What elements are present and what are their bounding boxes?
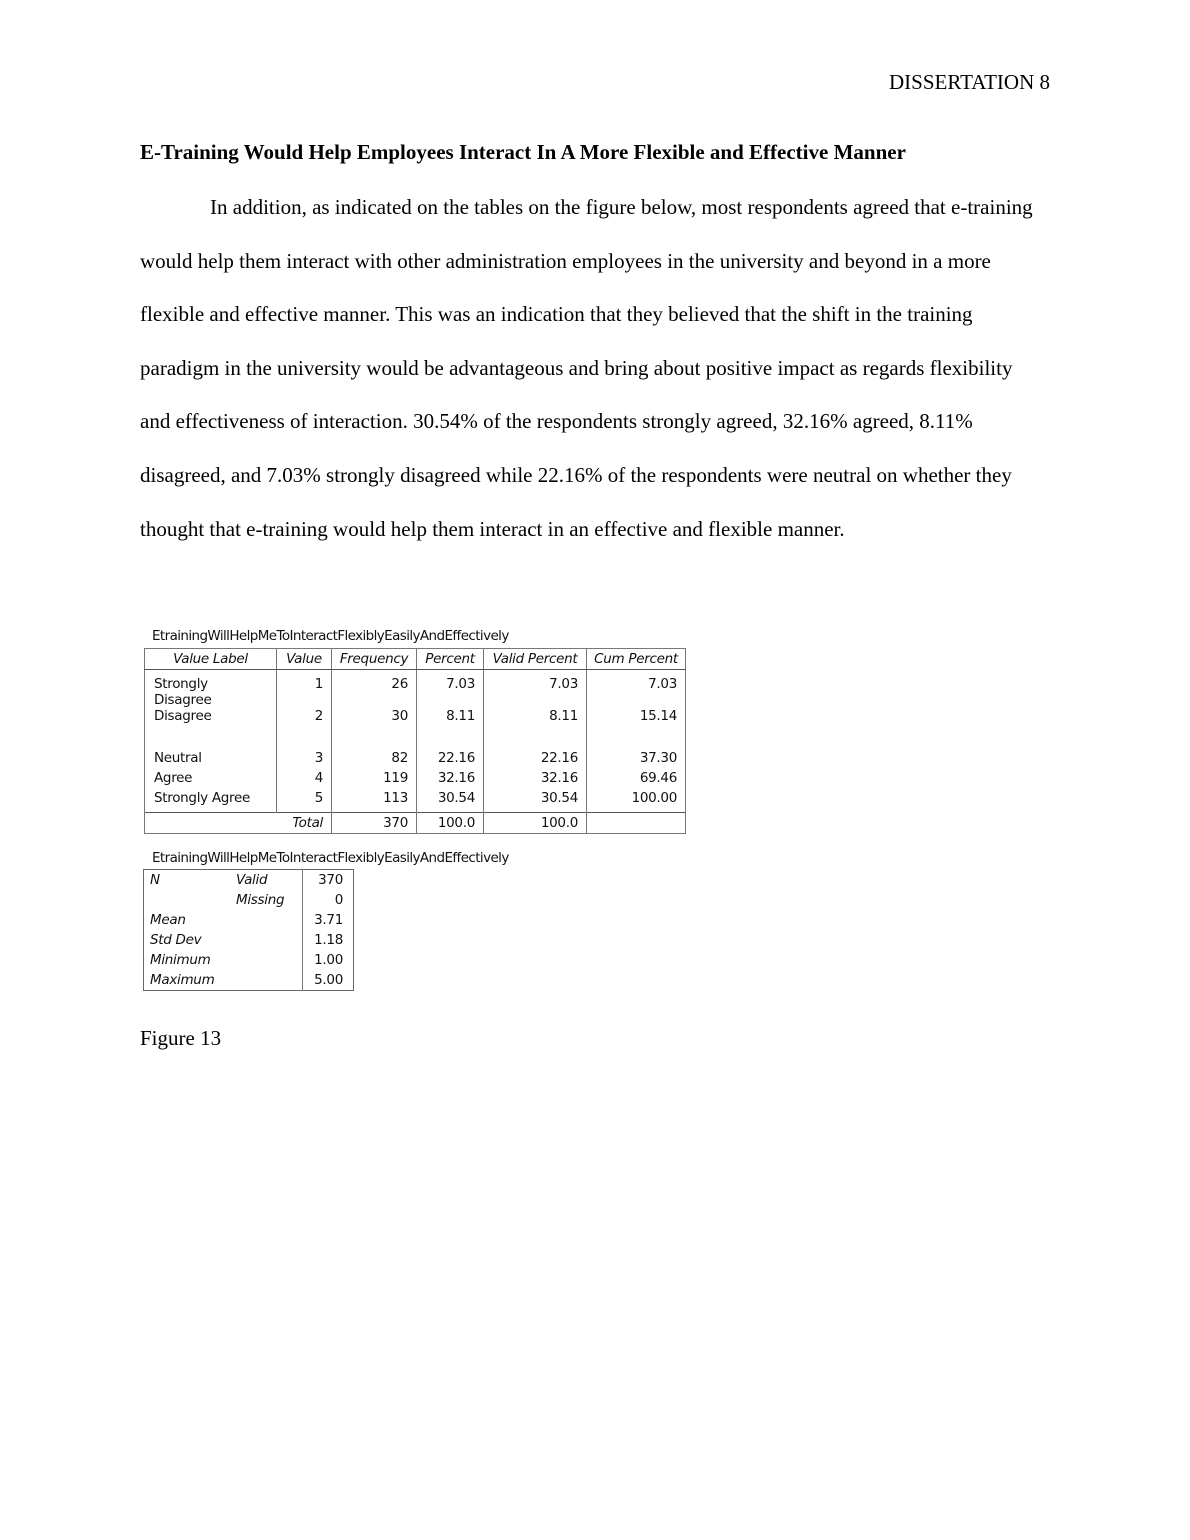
cell-value: 2 [277, 708, 332, 748]
stats-valid-label: Valid [236, 872, 268, 888]
stats-value: 1.18 [303, 930, 354, 950]
cell-frequency: 30 [332, 708, 417, 748]
cell-value-label: Strongly Disagree [145, 670, 277, 709]
cell-cum-percent: 69.46 [587, 768, 686, 788]
cell-valid-percent: 32.16 [484, 768, 587, 788]
cell-percent: 22.16 [417, 748, 484, 768]
table-row [145, 708, 686, 748]
cell-percent: 32.16 [417, 768, 484, 788]
total-percent: 100.0 [417, 813, 484, 834]
stats-row [144, 930, 354, 950]
cell-value: 5 [277, 788, 332, 813]
stats-value: 3.71 [303, 910, 354, 930]
stats-row [144, 970, 354, 991]
cell-value: 3 [277, 748, 332, 768]
table-row [145, 788, 686, 813]
cell-valid-percent: 7.03 [484, 670, 587, 709]
cell-cum-percent: 100.00 [587, 788, 686, 813]
col-header-value: Value [277, 649, 332, 670]
stats-label: Maximum [150, 972, 215, 988]
cell-value-label: Neutral [145, 748, 277, 768]
total-frequency: 370 [332, 813, 417, 834]
stats-value: 1.00 [303, 950, 354, 970]
stats-table [143, 869, 354, 991]
frequency-table-header-row [145, 649, 686, 670]
stats-missing-label: Missing [236, 892, 285, 908]
stats-row-valid [144, 870, 354, 891]
table-row [145, 670, 686, 709]
cell-percent: 8.11 [417, 708, 484, 748]
cell-valid-percent: 8.11 [484, 708, 587, 748]
total-cum-percent [587, 813, 686, 834]
cell-frequency: 26 [332, 670, 417, 709]
cell-valid-percent: 30.54 [484, 788, 587, 813]
cell-frequency: 119 [332, 768, 417, 788]
stats-row-missing [144, 890, 354, 910]
cell-cum-percent: 7.03 [587, 670, 686, 709]
cell-value-label: Strongly Agree [145, 788, 277, 813]
figure-caption: Figure 13 [140, 1026, 222, 1050]
cell-percent: 30.54 [417, 788, 484, 813]
stats-n-label: N [150, 872, 160, 888]
cell-cum-percent: 15.14 [587, 708, 686, 748]
stats-row [144, 910, 354, 930]
stats-missing-value: 0 [303, 890, 354, 910]
cell-value-label: Disagree [145, 708, 277, 748]
stats-label: Std Dev [150, 932, 202, 948]
cell-value-label: Agree [145, 768, 277, 788]
section-heading: E-Training Would Help Employees Interact In A More Flexible and Effective Manner [140, 140, 906, 164]
cell-cum-percent: 37.30 [587, 748, 686, 768]
cell-valid-percent: 22.16 [484, 748, 587, 768]
frequency-table-title: EtrainingWillHelpMeToInteractFlexiblyEasilyAndEffectively [152, 628, 509, 644]
table-row [145, 748, 686, 768]
cell-value: 1 [277, 670, 332, 709]
table-row [145, 768, 686, 788]
body-paragraph: In addition, as indicated on the tables on the figure below, most respondents agreed that e-training would help them interact with other administration employees in the university and beyond in a more flexible and effective manner. This was an indication that they believed that the shift in the training paradigm in the university would be advantageous and bring about positive impact as regards flexibility and effectiveness of interaction. 30.54% of the respondents strongly agreed, 32.16% agreed, 8.11% disagreed, and 7.03% strongly disagreed while 22.16% of the respondents were neutral on whether they thought that e-training would help them interact in an effective and flexible manner. [140, 195, 1033, 541]
stats-row [144, 950, 354, 970]
col-header-value-label: Value Label [145, 649, 277, 670]
col-header-frequency: Frequency [332, 649, 417, 670]
total-label: Total [145, 813, 332, 834]
frequency-table [144, 648, 686, 834]
stats-value: 5.00 [303, 970, 354, 991]
cell-value: 4 [277, 768, 332, 788]
cell-frequency: 113 [332, 788, 417, 813]
stats-valid-value: 370 [303, 870, 354, 891]
col-header-percent: Percent [417, 649, 484, 670]
cell-percent: 7.03 [417, 670, 484, 709]
stats-empty-cell [144, 890, 227, 910]
col-header-valid-percent: Valid Percent [484, 649, 587, 670]
cell-frequency: 82 [332, 748, 417, 768]
total-row [145, 813, 686, 834]
stats-label: Mean [150, 912, 186, 928]
total-valid-percent: 100.0 [484, 813, 587, 834]
col-header-cum-percent: Cum Percent [587, 649, 686, 670]
running-head: DISSERTATION 8 [889, 70, 1050, 94]
stats-label: Minimum [150, 952, 211, 968]
stats-table-title: EtrainingWillHelpMeToInteractFlexiblyEasilyAndEffectively [152, 850, 509, 866]
